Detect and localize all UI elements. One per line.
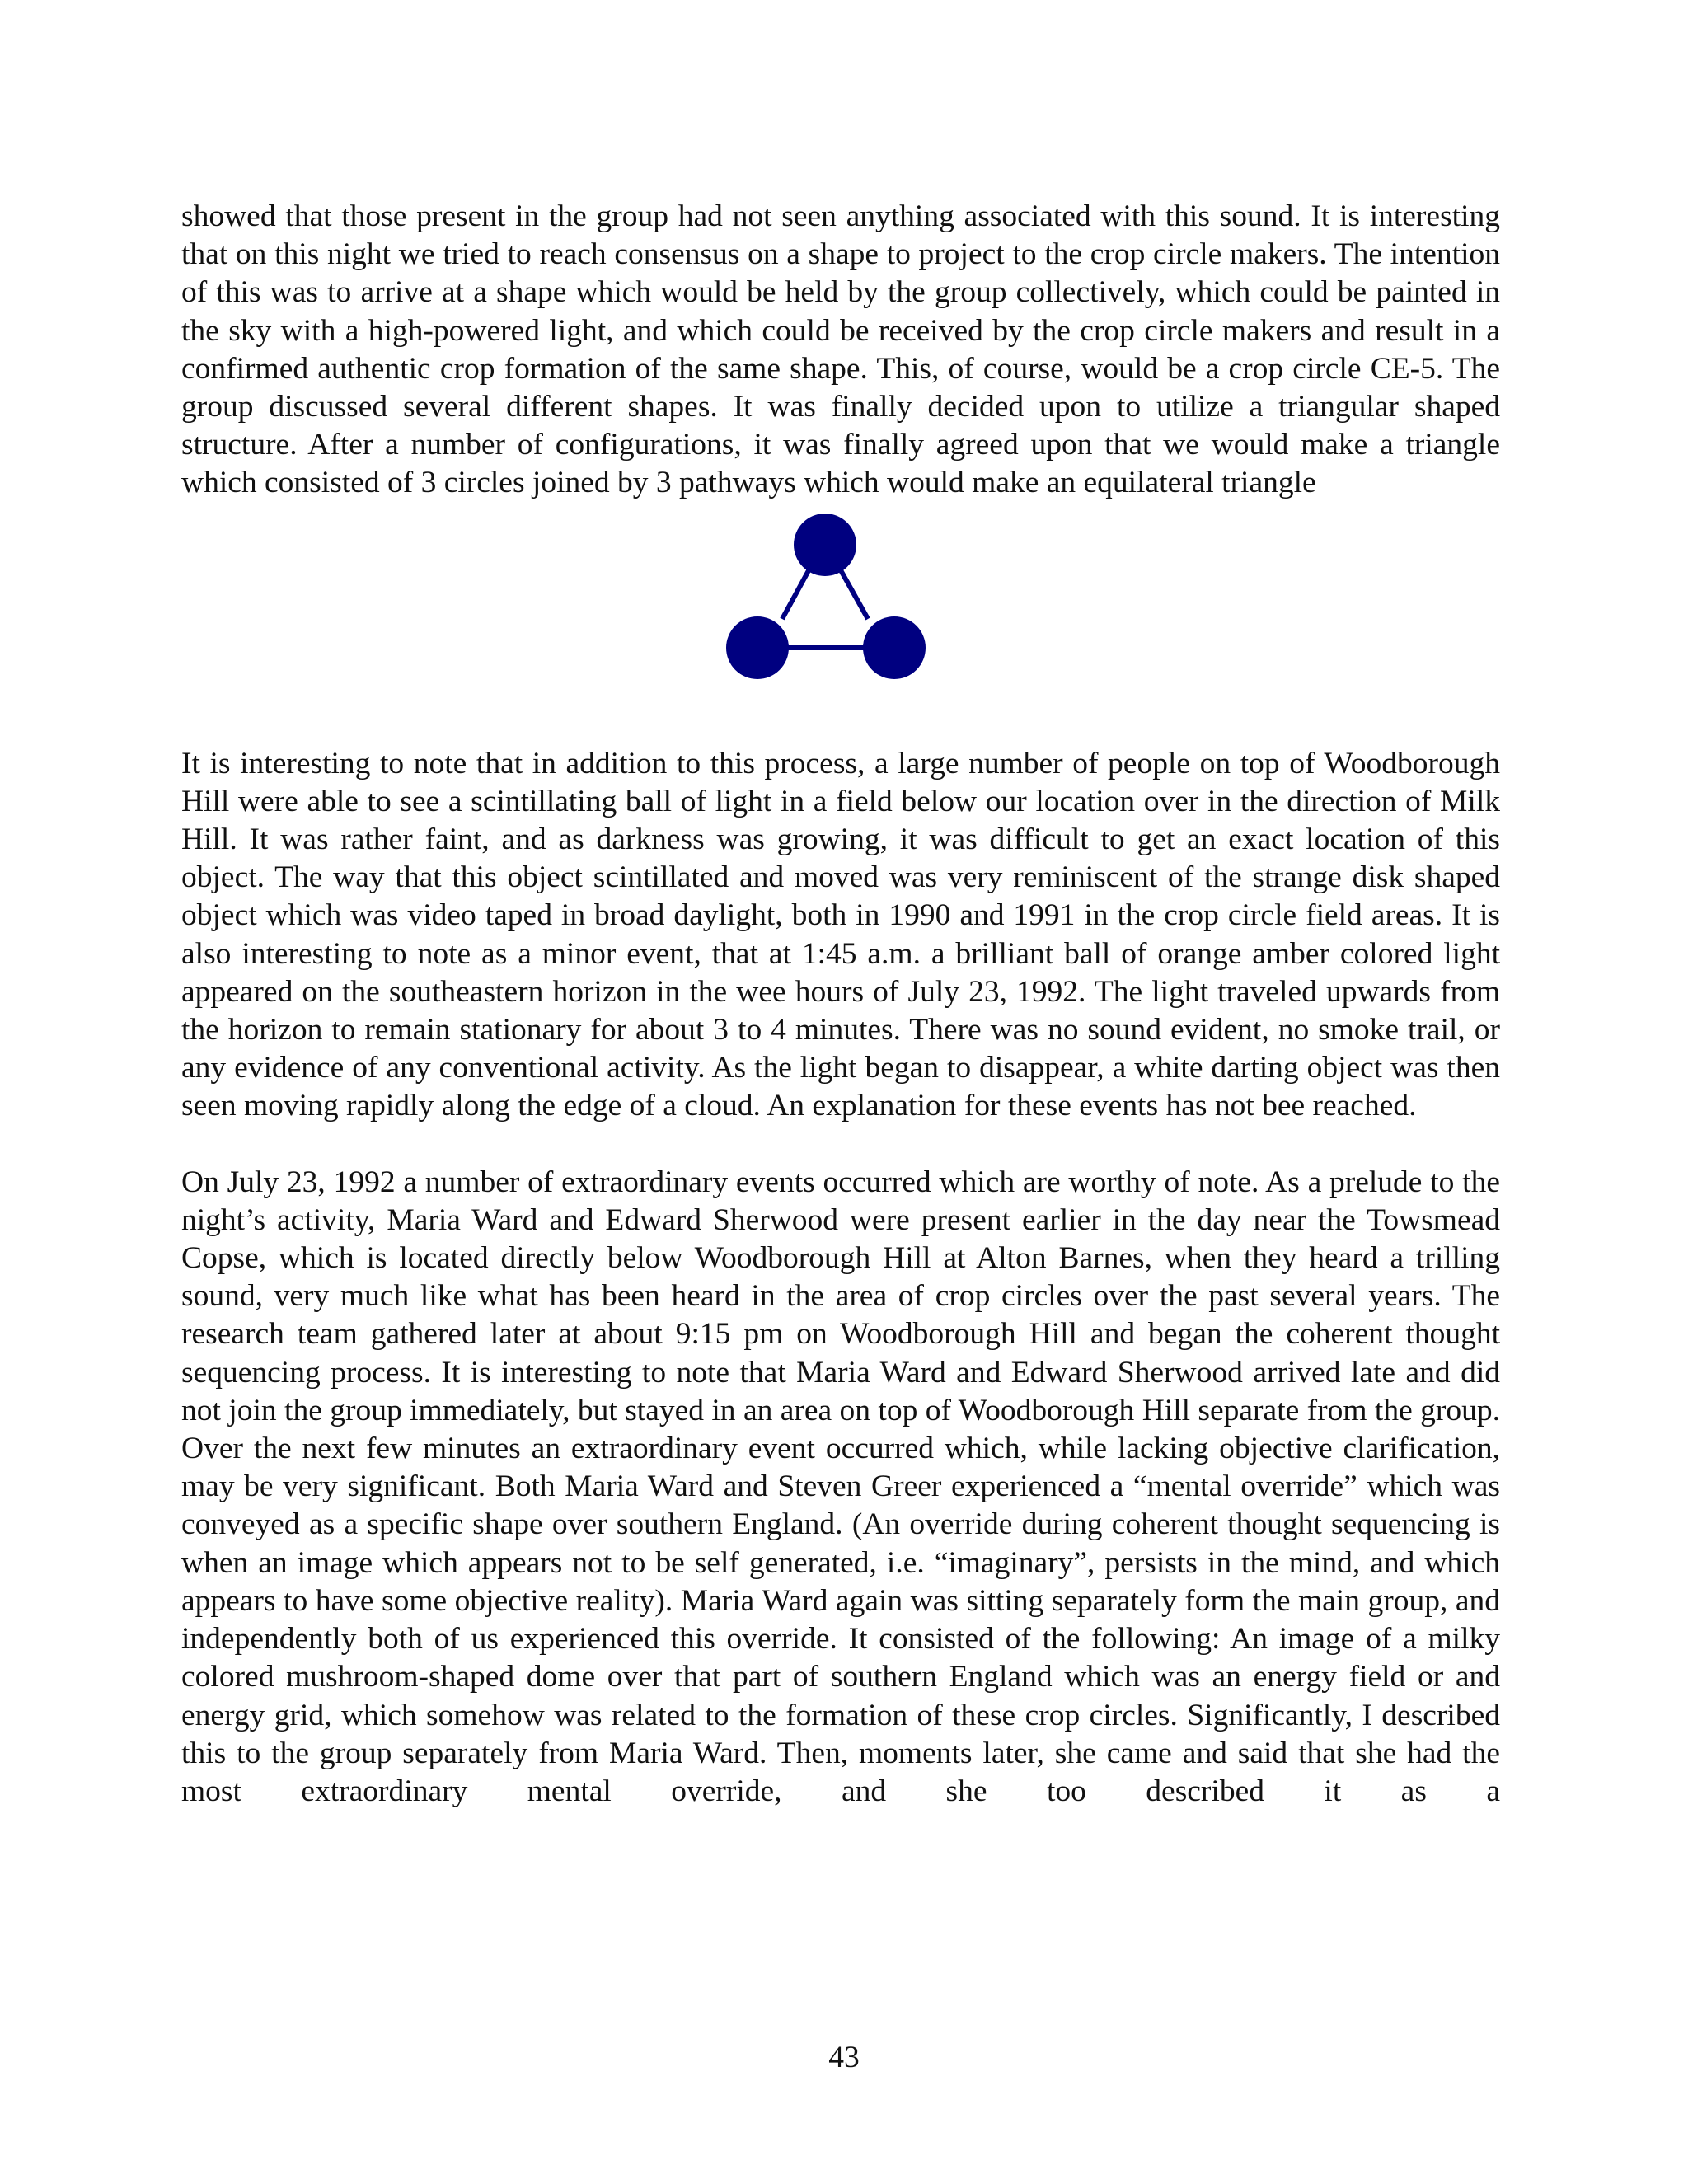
circle-top xyxy=(794,514,856,576)
circle-bottom-right xyxy=(863,616,926,679)
circle-bottom-left xyxy=(726,616,789,679)
document-page xyxy=(181,198,1500,1811)
triangle-of-circles-icon xyxy=(721,514,927,696)
page-number: 43 xyxy=(828,2041,860,2074)
triangle-figure xyxy=(181,514,1500,745)
paragraph-2: It is interesting to note that in addition to this process, a large number of people on top of Woodborough Hill were able to see a scintillating ball of light in a field below our location over in the direction of Milk Hill. It was rather faint, and as darkness was growing, it was difficult to get an exact location of this object. The way that this object scintillated and moved was very reminiscent of the strange disk shaped object which was video taped in broad daylight, both in 1990 and 1991 in the crop circle field areas. It is also interesting to note as a minor event, that at 1:45 a.m. a brilliant ball of orange amber colored light appeared on the southeastern horizon in the wee hours of July 23, 1992. The light traveled upwards from the horizon to remain stationary for about 3 to 4 minutes. There was no sound evident, no smoke trail, or any evidence of any conventional activity. As the light began to disappear, a white darting object was then seen moving rapidly along the edge of a cloud. An explanation for these events has not bee reached. xyxy=(181,746,1500,1123)
paragraph-3: On July 23, 1992 a number of extraordinary events occurred which are worthy of note. As a prelude to the night’s activity, Maria Ward and Edward Sherwood were present earlier in the day near the Towsmead Copse, which is located directly below Woodborough Hill at Alton Barnes, when they heard a trilling sound, very much like what has been heard in the area of crop circles over the past several years. The research team gathered later at about 9:15 pm on Woodborough Hill and began the coherent thought sequencing process. It is interesting to note that Maria Ward and Edward Sherwood arrived late and did not join the group immediately, but stayed in an area on top of Woodborough Hill separate from the group. Over the next few minutes an extraordinary event occurred which, while lacking objective clarification, may be very significant. Both Maria Ward and Steven Greer experienced a “mental override” which was conveyed as a specific shape over southern England. (An override during coherent thought sequencing is when an image which appears not to be self generated, i.e. “imaginary”, persists in the mind, and which appears to have some objective reality). Maria Ward again was sitting separately form the main group, and independently both of us experienced this override. It consisted of the following: An image of a milky colored mushroom-shaped dome over that part of southern England which was an energy field or and energy grid, which somehow was related to the formation of these crop circles. Significantly, I described this to the group separately from Maria Ward. Then, moments later, she came and said that she had the most extraordinary mental override, and she too described it as a xyxy=(181,1165,1500,1808)
paragraph-1: showed that those present in the group had not seen anything associated with this sound. It is interesting that on this night we tried to reach consensus on a shape to project to the crop circle makers. The intention of this was to arrive at a shape which would be held by the group collectively, which could be painted in the sky with a high-powered light, and which could be received by the crop circle makers and result in a confirmed authentic crop formation of the same shape. This, of course, would be a crop circle CE-5. The group discussed several different shapes. It was finally decided upon to utilize a triangular shaped structure. After a number of configurations, it was finally agreed upon that we would make a triangle which consisted of 3 circles joined by 3 pathways which would make an equilateral triangle xyxy=(181,199,1500,500)
